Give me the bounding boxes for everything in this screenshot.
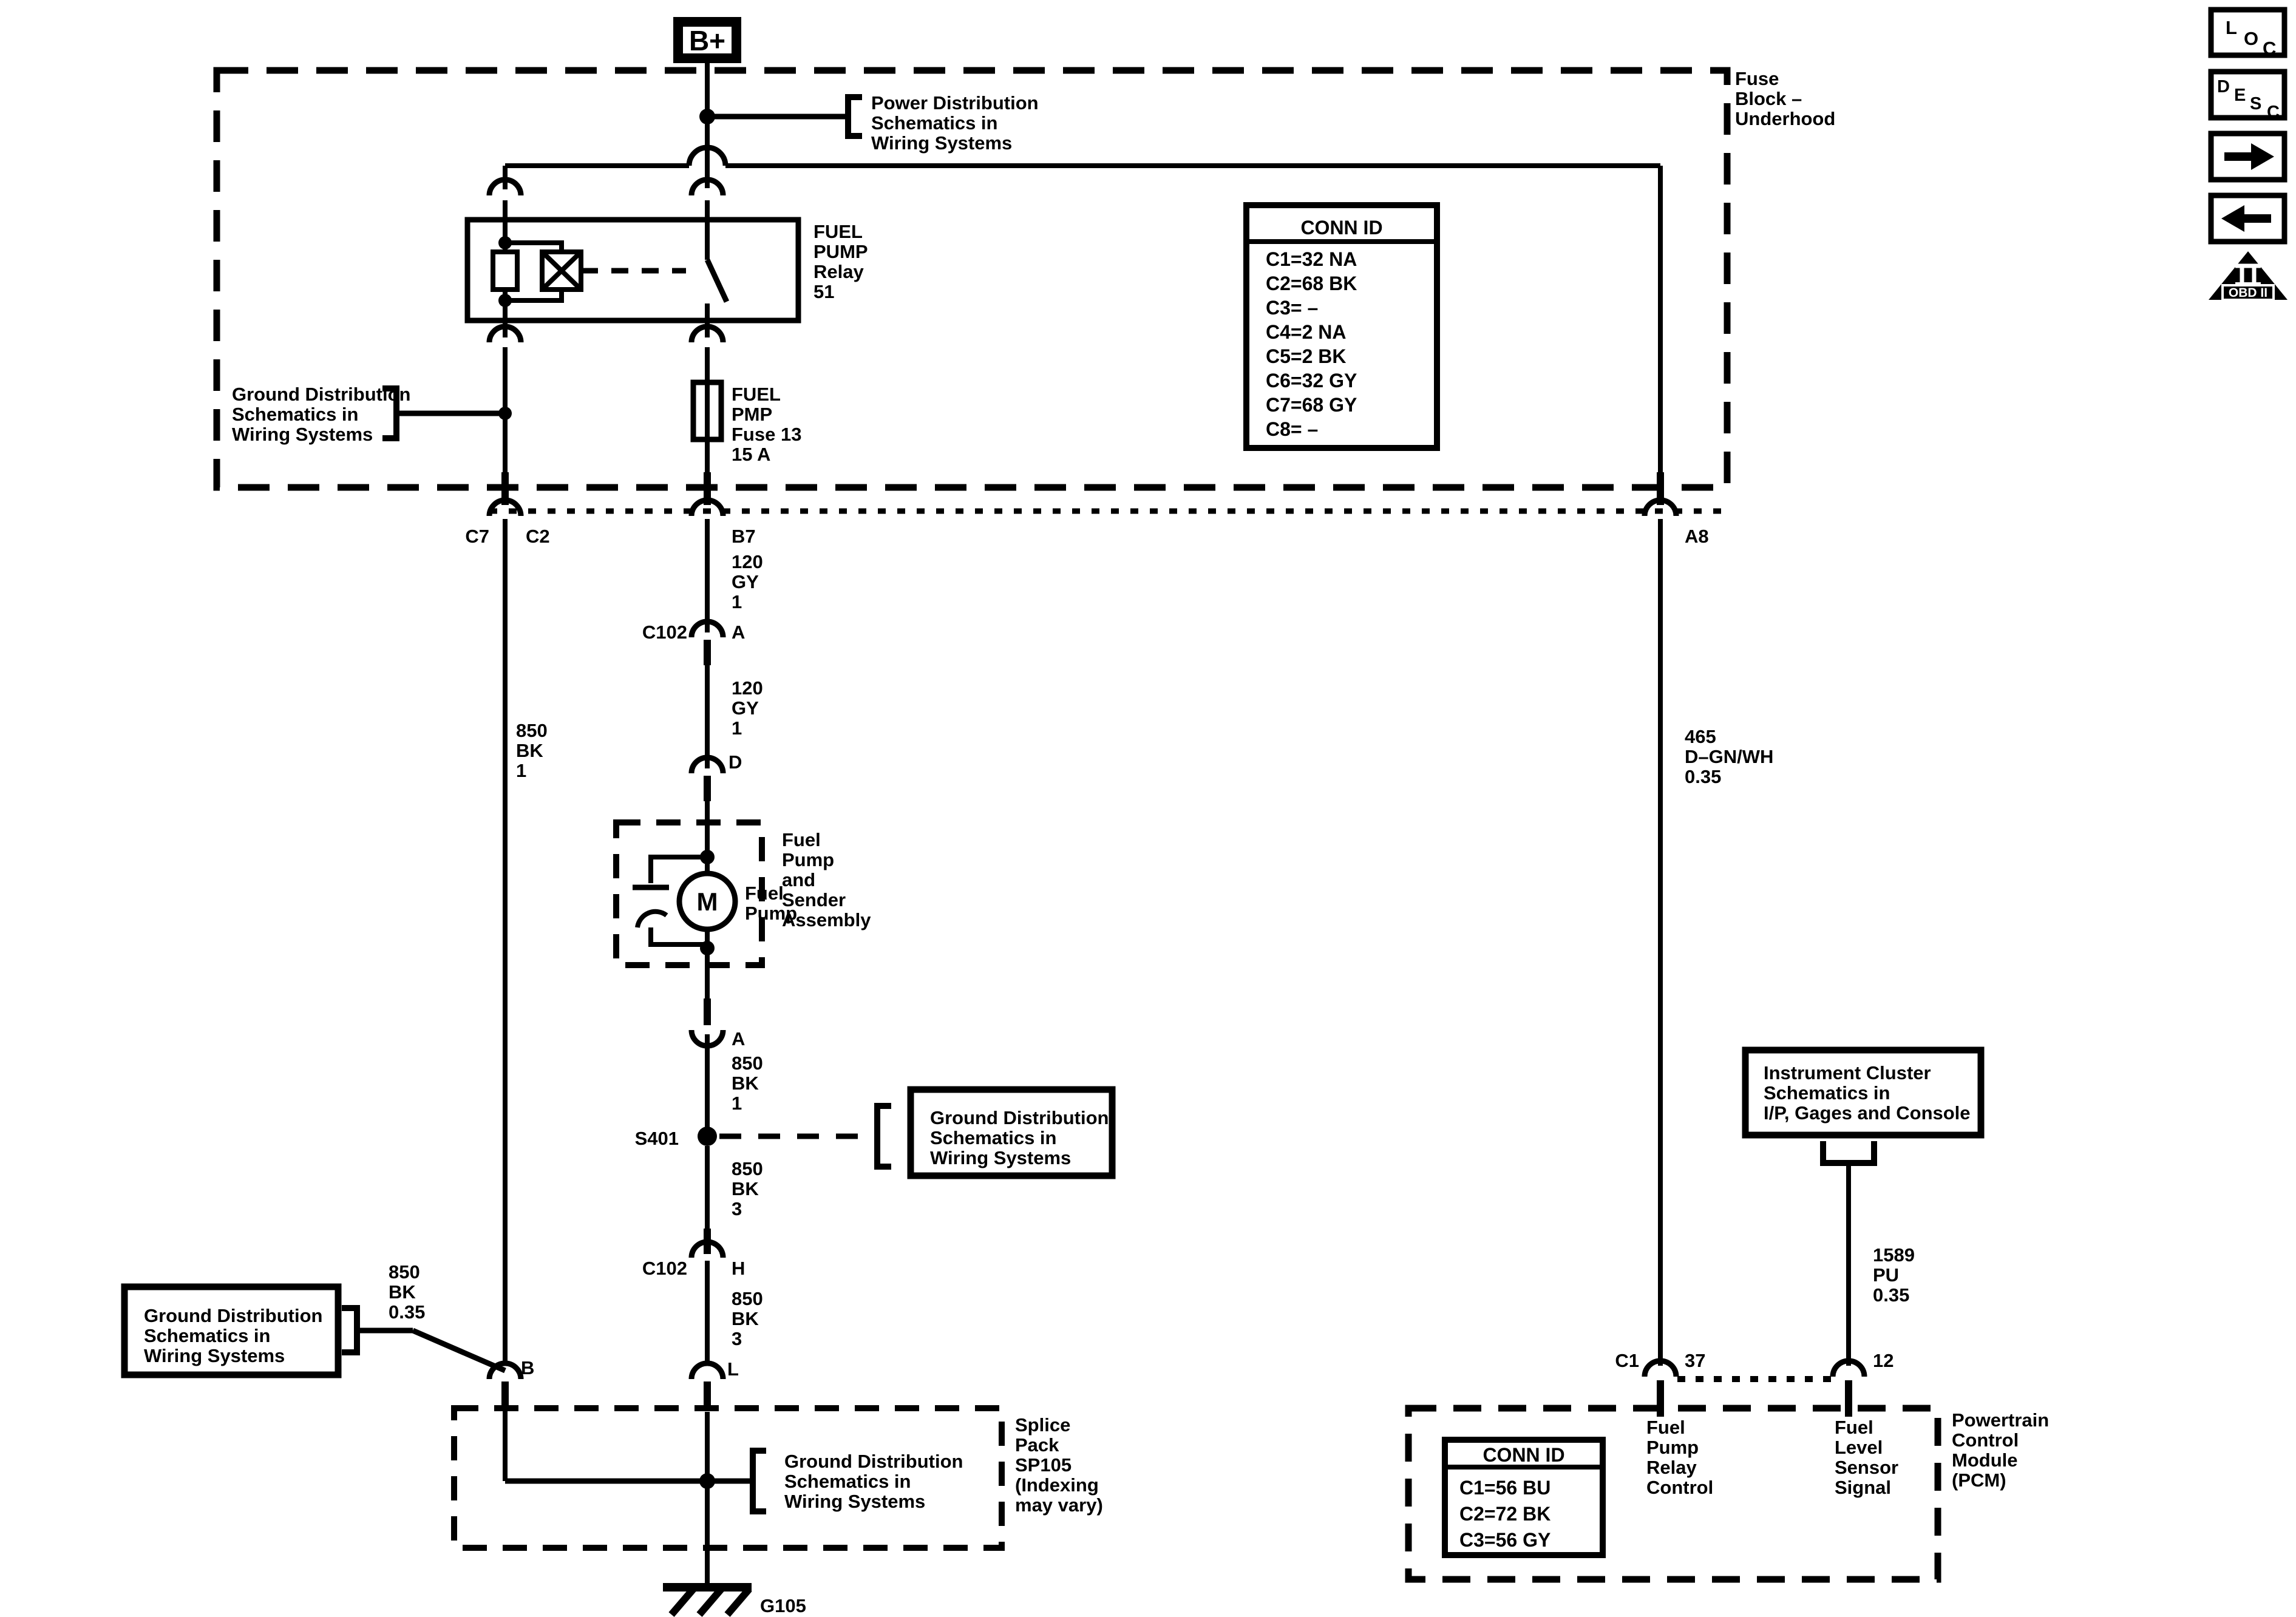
ground-distribution-callout-fuse-block bbox=[232, 384, 512, 445]
pcm-pin12-label: Fuel bbox=[1835, 1417, 1873, 1438]
pcm-name: Module bbox=[1952, 1449, 2018, 1471]
wire-label: 3 bbox=[732, 1328, 742, 1349]
desc-button[interactable] bbox=[2211, 72, 2284, 122]
pin-label-c7: C7 bbox=[465, 526, 489, 547]
relay-control-wire-465 bbox=[1660, 519, 1773, 1366]
loc-letter: L bbox=[2226, 17, 2237, 38]
conn-id-row: C6=32 GY bbox=[1266, 370, 1357, 392]
fuse-block-name-line: Underhood bbox=[1735, 108, 1836, 129]
wire-label: PU bbox=[1873, 1264, 1900, 1286]
conn-id-row: C2=68 BK bbox=[1266, 273, 1357, 294]
callout-text: Schematics in bbox=[232, 404, 359, 425]
callout-text: Schematics in bbox=[930, 1127, 1057, 1148]
pump-ground-return-wire bbox=[635, 965, 763, 1411]
pcm-name: (PCM) bbox=[1952, 1470, 2006, 1491]
ground-label-g105: G105 bbox=[760, 1595, 806, 1616]
pin-label-c1: C1 bbox=[1615, 1350, 1639, 1371]
fuel-pump-fuse bbox=[693, 347, 801, 486]
wire-label: 0.35 bbox=[389, 1301, 426, 1323]
pcm-pin12-label: Level bbox=[1835, 1437, 1883, 1458]
fuel-pump-sender-assembly bbox=[616, 822, 871, 965]
pin-label-l: L bbox=[727, 1358, 739, 1380]
callout-text: Schematics in bbox=[1764, 1082, 1890, 1103]
callout-text: Wiring Systems bbox=[930, 1147, 1072, 1168]
left-arrow-head bbox=[2221, 205, 2244, 232]
conn-id-row: C5=2 BK bbox=[1266, 345, 1347, 367]
assembly-label: and bbox=[782, 869, 816, 890]
conn-id-row: C3= – bbox=[1266, 297, 1319, 319]
assembly-label: Sender bbox=[782, 889, 846, 910]
pin-label-a: A bbox=[732, 622, 746, 643]
pcm-pin37-label: Fuel bbox=[1646, 1417, 1685, 1438]
wire-label: GY bbox=[732, 697, 759, 719]
motor-symbol-label: M bbox=[696, 887, 718, 916]
fuel-pump-label: Fuel bbox=[745, 883, 784, 904]
conn-id-row: C4=2 NA bbox=[1266, 321, 1347, 343]
callout-text: Ground Distribution bbox=[930, 1107, 1109, 1128]
callout-text: Wiring Systems bbox=[784, 1491, 926, 1512]
wire-label: BK bbox=[389, 1281, 416, 1303]
pin-label-h: H bbox=[732, 1258, 746, 1279]
instrument-cluster-callout bbox=[1745, 1050, 1981, 1163]
loc-letter: O bbox=[2244, 28, 2259, 49]
ground-g105 bbox=[663, 1587, 806, 1616]
pcm-conn-id-row: C2=72 BK bbox=[1459, 1503, 1551, 1525]
desc-letter: S bbox=[2250, 94, 2262, 114]
wire-label: 850 bbox=[389, 1261, 420, 1283]
wire-label: BK bbox=[732, 1073, 759, 1094]
relay-label: 51 bbox=[813, 281, 835, 302]
pcm-pin12-label: Sensor bbox=[1835, 1457, 1899, 1478]
callout-text: Ground Distribution bbox=[232, 384, 411, 405]
b-plus-feed-wires bbox=[505, 58, 1660, 476]
wire-label: 850 bbox=[732, 1288, 763, 1309]
wire-label: 850 bbox=[516, 720, 548, 741]
connector-label-c102-lower: C102 bbox=[642, 1258, 687, 1279]
pcm-module bbox=[1408, 1350, 2049, 1579]
ground-distribution-callout-bottom-left bbox=[124, 1261, 505, 1375]
wire-label: BK bbox=[732, 1308, 759, 1329]
assembly-label: Fuel bbox=[782, 829, 821, 850]
desc-letter: D bbox=[2217, 77, 2230, 97]
toolbar bbox=[2209, 10, 2288, 300]
pcm-pin37-label: Pump bbox=[1646, 1437, 1699, 1458]
fuse-label: Fuse 13 bbox=[732, 424, 802, 445]
wire-label: 3 bbox=[732, 1198, 742, 1219]
pin-label-a-lower: A bbox=[732, 1028, 746, 1049]
desc-letter: E bbox=[2234, 86, 2246, 105]
right-arrow-head bbox=[2251, 143, 2274, 170]
wire-label: 465 bbox=[1685, 726, 1716, 747]
b-plus-source bbox=[678, 22, 736, 58]
callout-text: I/P, Gages and Console bbox=[1764, 1102, 1971, 1124]
loc-letter: C bbox=[2263, 38, 2277, 59]
splice-pack-label: Pack bbox=[1015, 1434, 1059, 1456]
obd-ii-badge[interactable] bbox=[2209, 251, 2288, 300]
wire-label: 0.35 bbox=[1873, 1284, 1910, 1306]
fuse-block-underhood-box bbox=[217, 68, 1835, 487]
callout-text: Power Distribution bbox=[871, 92, 1039, 114]
conn-id-header: CONN ID bbox=[1300, 217, 1383, 239]
loc-button[interactable] bbox=[2211, 10, 2284, 59]
fuel-pump-relay bbox=[467, 180, 868, 342]
fuel-pump-label: Pump bbox=[745, 903, 798, 924]
ground-distribution-callout-s401 bbox=[719, 1090, 1112, 1176]
next-button[interactable] bbox=[2211, 134, 2284, 180]
splice-pack-label: may vary) bbox=[1015, 1494, 1103, 1516]
fuse-block-name-line: Block – bbox=[1735, 88, 1802, 109]
fuel-pump-feed-wire bbox=[642, 519, 763, 825]
wire-label: 1589 bbox=[1873, 1244, 1915, 1266]
wire-label: 1 bbox=[732, 717, 742, 739]
splice-pack-label: Splice bbox=[1015, 1414, 1071, 1436]
wire-label: 120 bbox=[732, 677, 763, 699]
pin-label-12: 12 bbox=[1873, 1350, 1894, 1371]
callout-text: Ground Distribution bbox=[144, 1305, 323, 1326]
left-ground-wire bbox=[489, 519, 548, 1411]
wire-label: 0.35 bbox=[1685, 766, 1722, 787]
splice-label-s401: S401 bbox=[634, 1128, 679, 1149]
power-distribution-callout bbox=[707, 92, 1039, 154]
wire-label: BK bbox=[732, 1178, 759, 1199]
relay-label: Relay bbox=[813, 261, 864, 282]
wire-label: 850 bbox=[732, 1158, 763, 1179]
pcm-name: Powertrain bbox=[1952, 1409, 2050, 1431]
pin-label-c2: C2 bbox=[526, 526, 550, 547]
wire-label: 850 bbox=[732, 1053, 763, 1074]
fuse-label: 15 A bbox=[732, 444, 771, 465]
wire-label: GY bbox=[732, 571, 759, 592]
relay-label: FUEL bbox=[813, 221, 863, 242]
obd-label: OBD II bbox=[2228, 286, 2268, 300]
callout-text: Schematics in bbox=[144, 1325, 271, 1346]
pcm-pin37-label: Control bbox=[1646, 1477, 1714, 1498]
pcm-conn-id-row: C3=56 GY bbox=[1459, 1529, 1551, 1551]
conn-id-row: C1=32 NA bbox=[1266, 248, 1357, 270]
wire-label: 1 bbox=[516, 760, 527, 781]
callout-text: Ground Distribution bbox=[784, 1451, 963, 1472]
fuse-block-exit-connectors bbox=[465, 347, 1727, 547]
conn-id-table-underhood bbox=[1246, 205, 1437, 448]
connector-label-c102: C102 bbox=[642, 622, 687, 643]
pin-label-a8: A8 bbox=[1685, 526, 1709, 547]
callout-text: Wiring Systems bbox=[871, 132, 1013, 154]
conn-id-row: C8= – bbox=[1266, 418, 1319, 440]
fuel-level-signal-wire-1589 bbox=[1849, 1163, 1915, 1366]
pcm-pin12-label: Signal bbox=[1835, 1477, 1892, 1498]
pcm-pin37-label: Relay bbox=[1646, 1457, 1697, 1478]
pin-label-37: 37 bbox=[1685, 1350, 1706, 1371]
callout-text: Schematics in bbox=[784, 1471, 911, 1492]
fuse-label: FUEL bbox=[732, 384, 781, 405]
back-button[interactable] bbox=[2211, 195, 2284, 242]
desc-letter: C bbox=[2267, 103, 2280, 122]
callout-text: Wiring Systems bbox=[232, 424, 373, 445]
wire-label: 1 bbox=[732, 1093, 742, 1114]
wire-label: BK bbox=[516, 740, 543, 761]
pcm-conn-id-row: C1=56 BU bbox=[1459, 1477, 1551, 1499]
conn-id-row: C7=68 GY bbox=[1266, 394, 1357, 416]
b-plus-label: B+ bbox=[688, 25, 726, 56]
pin-label-d: D bbox=[729, 751, 742, 773]
wire-label: 1 bbox=[732, 591, 742, 612]
assembly-label: Assembly bbox=[782, 909, 871, 931]
relay-label: PUMP bbox=[813, 241, 868, 262]
splice-pack-sp105 bbox=[454, 1408, 1103, 1587]
assembly-label: Pump bbox=[782, 849, 835, 870]
pcm-name: Control bbox=[1952, 1429, 2019, 1451]
pcm-conn-id-header: CONN ID bbox=[1483, 1444, 1565, 1466]
splice-pack-label: SP105 bbox=[1015, 1454, 1072, 1476]
splice-pack-label: (Indexing bbox=[1015, 1474, 1099, 1496]
fuse-block-name-line: Fuse bbox=[1735, 68, 1779, 89]
pin-label-b: B bbox=[521, 1357, 535, 1378]
callout-text: Schematics in bbox=[871, 112, 998, 134]
wire-label: D–GN/WH bbox=[1685, 746, 1774, 767]
fuse-label: PMP bbox=[732, 404, 773, 425]
callout-text: Wiring Systems bbox=[144, 1345, 285, 1366]
callout-text: Instrument Cluster bbox=[1764, 1062, 1931, 1083]
pin-label-b7: B7 bbox=[732, 526, 756, 547]
wire-label: 120 bbox=[732, 551, 763, 572]
